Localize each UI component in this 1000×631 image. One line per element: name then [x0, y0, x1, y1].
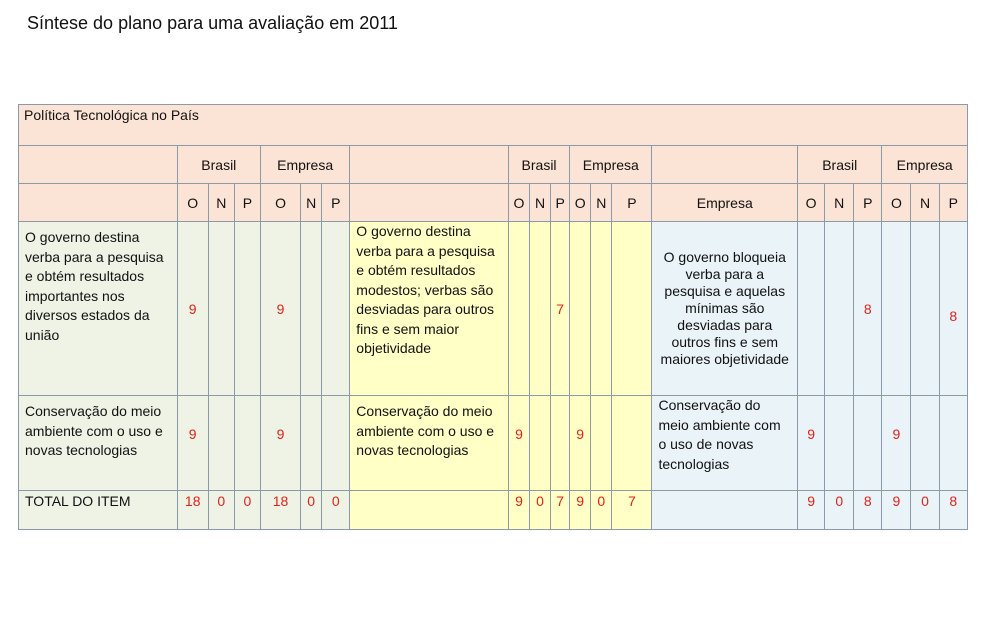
score-cell [234, 222, 260, 396]
total-cell: 8 [939, 491, 967, 530]
sub-header-o: O [798, 184, 825, 222]
score-cell [612, 396, 652, 491]
total-cell: 7 [612, 491, 652, 530]
score-cell: 9 [798, 396, 825, 491]
row-description: O governo destina verba para a pesquisa e obtém resultados modestos; verbas são desviadas para outros fins e sem maior objetividade [350, 222, 509, 396]
total-cell: 0 [591, 491, 612, 530]
total-cell: 0 [234, 491, 260, 530]
total-cell: 9 [508, 491, 529, 530]
row-description: O governo bloqueia verba para a pesquisa e aquelas mínimas são desviadas para outros fins e sem maiores objetividade [652, 222, 798, 396]
sub-header-p: P [551, 184, 570, 222]
score-cell: 9 [177, 222, 208, 396]
sub-header-n: N [825, 184, 854, 222]
score-cell [530, 396, 551, 491]
score-cell [208, 222, 234, 396]
score-cell [825, 222, 854, 396]
score-cell: 9 [260, 222, 300, 396]
score-cell [939, 396, 967, 491]
total-cell: 18 [260, 491, 300, 530]
total-cell: 7 [551, 491, 570, 530]
score-cell: 7 [551, 222, 570, 396]
total-cell: 9 [882, 491, 911, 530]
score-cell [530, 222, 551, 396]
score-cell [825, 396, 854, 491]
score-cell [551, 396, 570, 491]
sub-header-row [19, 184, 968, 222]
total-cell: 0 [208, 491, 234, 530]
score-cell [911, 396, 939, 491]
blank-header-cell [652, 146, 798, 184]
sub-header-o: O [177, 184, 208, 222]
total-row [19, 491, 968, 530]
row-description: O governo destina verba para a pesquisa e obtém resultados importantes nos diversos estados da união [19, 222, 178, 396]
blank-total-cell [350, 491, 509, 530]
score-cell [322, 396, 350, 491]
group-header-empresa-2: Empresa [570, 146, 652, 184]
score-cell: 9 [570, 396, 591, 491]
sub-header-p: P [612, 184, 652, 222]
title-row [19, 105, 968, 146]
sub-header-o: O [882, 184, 911, 222]
group-header-row [19, 146, 968, 184]
group-header-brasil-2: Brasil [508, 146, 569, 184]
score-cell: 9 [260, 396, 300, 491]
total-cell: 0 [825, 491, 854, 530]
group-header-brasil-3: Brasil [798, 146, 882, 184]
row-description: Conservação do meio ambiente com o uso de novas tecnologias [652, 396, 798, 491]
sub-header-n: N [530, 184, 551, 222]
sub-header-n: N [591, 184, 612, 222]
group-header-brasil-1: Brasil [177, 146, 260, 184]
total-cell: 0 [301, 491, 322, 530]
score-cell [591, 396, 612, 491]
total-cell: 0 [322, 491, 350, 530]
score-cell [612, 222, 652, 396]
sub-header-o: O [570, 184, 591, 222]
score-cell: 8 [854, 222, 882, 396]
blank-header-cell [19, 184, 178, 222]
sub-header-n: N [301, 184, 322, 222]
score-cell [882, 222, 911, 396]
score-cell [208, 396, 234, 491]
score-cell: 9 [177, 396, 208, 491]
page-title: Síntese do plano para uma avaliação em 2011 [27, 13, 398, 33]
blank-header-cell [350, 184, 509, 222]
group-header-empresa-1: Empresa [260, 146, 349, 184]
sub-header-n: N [911, 184, 939, 222]
sub-header-p: P [322, 184, 350, 222]
score-cell: 8 [939, 222, 967, 396]
row-description: Conservação do meio ambiente com o uso e novas tecnologias [350, 396, 509, 491]
sub-header-n: N [208, 184, 234, 222]
score-cell [508, 222, 529, 396]
score-cell [301, 396, 322, 491]
total-cell: 9 [570, 491, 591, 530]
score-cell: 9 [882, 396, 911, 491]
score-cell [322, 222, 350, 396]
group-header-empresa-3: Empresa [882, 146, 968, 184]
table-title: Política Tecnológica no País [19, 105, 968, 146]
total-cell: 8 [854, 491, 882, 530]
total-cell: 0 [911, 491, 939, 530]
score-cell [301, 222, 322, 396]
sub-header-o: O [508, 184, 529, 222]
sub-header-p: P [854, 184, 882, 222]
score-cell [234, 396, 260, 491]
total-cell: 18 [177, 491, 208, 530]
total-cell: 9 [798, 491, 825, 530]
blank-header-cell [350, 146, 509, 184]
total-cell: 0 [530, 491, 551, 530]
score-cell [591, 222, 612, 396]
table-row [19, 396, 968, 491]
score-cell [911, 222, 939, 396]
sub-header-o: O [260, 184, 300, 222]
block3-header: Empresa [652, 184, 798, 222]
blank-total-cell [652, 491, 798, 530]
table-row [19, 222, 968, 396]
blank-header-cell [19, 146, 178, 184]
total-label: TOTAL DO ITEM [19, 491, 178, 530]
sub-header-p: P [939, 184, 967, 222]
score-cell [798, 222, 825, 396]
score-cell [854, 396, 882, 491]
evaluation-table [18, 104, 968, 530]
score-cell: 9 [508, 396, 529, 491]
row-description: Conservação do meio ambiente com o uso e novas tecnologias [19, 396, 178, 491]
score-cell [570, 222, 591, 396]
sub-header-p: P [234, 184, 260, 222]
